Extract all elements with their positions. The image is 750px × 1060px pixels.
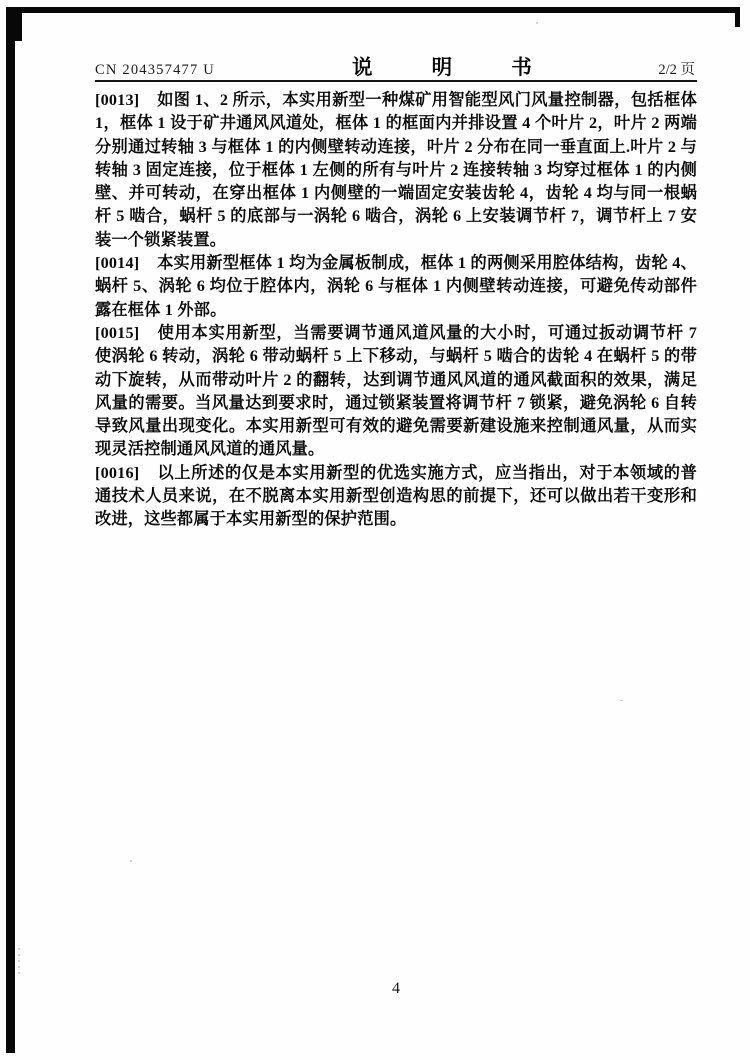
patent-paragraph-0013 (95, 89, 697, 252)
patent-paragraph-0015 (95, 322, 697, 462)
page-indicator: 2/2 页 (658, 62, 695, 78)
scan-speck (536, 22, 538, 24)
scan-speck (620, 700, 623, 701)
footer-page-number: 4 (392, 980, 400, 997)
paragraph-number: [0016] (95, 463, 140, 482)
publication-number: CN 204357477 U (95, 62, 215, 78)
paragraph-text: 以上所述的仅是本实用新型的优选实施方式，应当指出，对于本领域的普通技术人员来说，在不脱离本实用新型创造构思的前提下，还可以做出若干变形和改进，这些都属于本实用新型的保护范围。 (95, 463, 697, 529)
scan-edge-corner (6, 7, 22, 41)
paragraph-number: [0015] (95, 323, 140, 342)
page-header (95, 54, 697, 81)
scan-edge-left (6, 8, 15, 1053)
header-rule (95, 80, 697, 82)
paragraph-number: [0014] (95, 254, 140, 273)
paragraph-text: 使用本实用新型，当需要调节通风道风量的大小时，可通过扳动调节杆 7 使涡轮 6 转动，涡轮 6 带动蜗杆 5 上下移动，与蜗杆 5 啮合的齿轮 4 在蜗杆 5 的带动下旋转，从而带动叶片 2 的翻转，达到调节通风风道的通风截面积的效果，满足风量的需要。当风量达到要求时，通过锁紧装置将调节杆 7 锁紧，避免涡轮 6 自转导致风量出现变化。本实用新型可有效的避免需要新建设施来控制通风量，从而实现灵活控制通风风道的通风量。 (95, 323, 697, 459)
scan-speck (130, 860, 132, 862)
paragraph-text: 本实用新型框体 1 均为金属板制成，框体 1 的两侧采用腔体结构，齿轮 4、蜗杆 5、涡轮 6 均位于腔体内，涡轮 6 与框体 1 内侧壁转动连接，可避免传动部件露在框体 1 外部。 (95, 254, 697, 319)
scan-edge-top (8, 7, 740, 13)
paragraph-number: [0013] (95, 91, 140, 109)
scan-scratch (18, 948, 20, 978)
specification-body (95, 89, 697, 532)
scan-edge-right-tick (735, 8, 740, 27)
document-title: 说 明 书 (352, 57, 559, 79)
patent-paragraph-0016 (95, 462, 697, 532)
patent-paragraph-0014 (95, 252, 697, 322)
paragraph-text: 如图 1、2 所示，本实用新型一种煤矿用智能型风门风量控制器，包括框体 1，框体 1 设于矿井通风风道处，框体 1 的框面内并排设置 4 个叶片 2，叶片 2 两端分别通过转轴 3 与框体 1 的内侧壁转动连接，叶片 2 分布在同一垂直面上.叶片 2 与转轴 3 固定连接，位于框体 1 左侧的所有与叶片 2 连接转轴 3 均穿过框体 1 的内侧壁、并可转动，在穿出框体 1 内侧壁的一端固定安装齿轮 4，齿轮 4 均与同一根蜗杆 5 啮合，蜗杆 5 的底部与一涡轮 6 啮合，涡轮 6 上安装调节杆 7，调节杆上 7 安装一个锁紧装置。 (95, 91, 697, 249)
